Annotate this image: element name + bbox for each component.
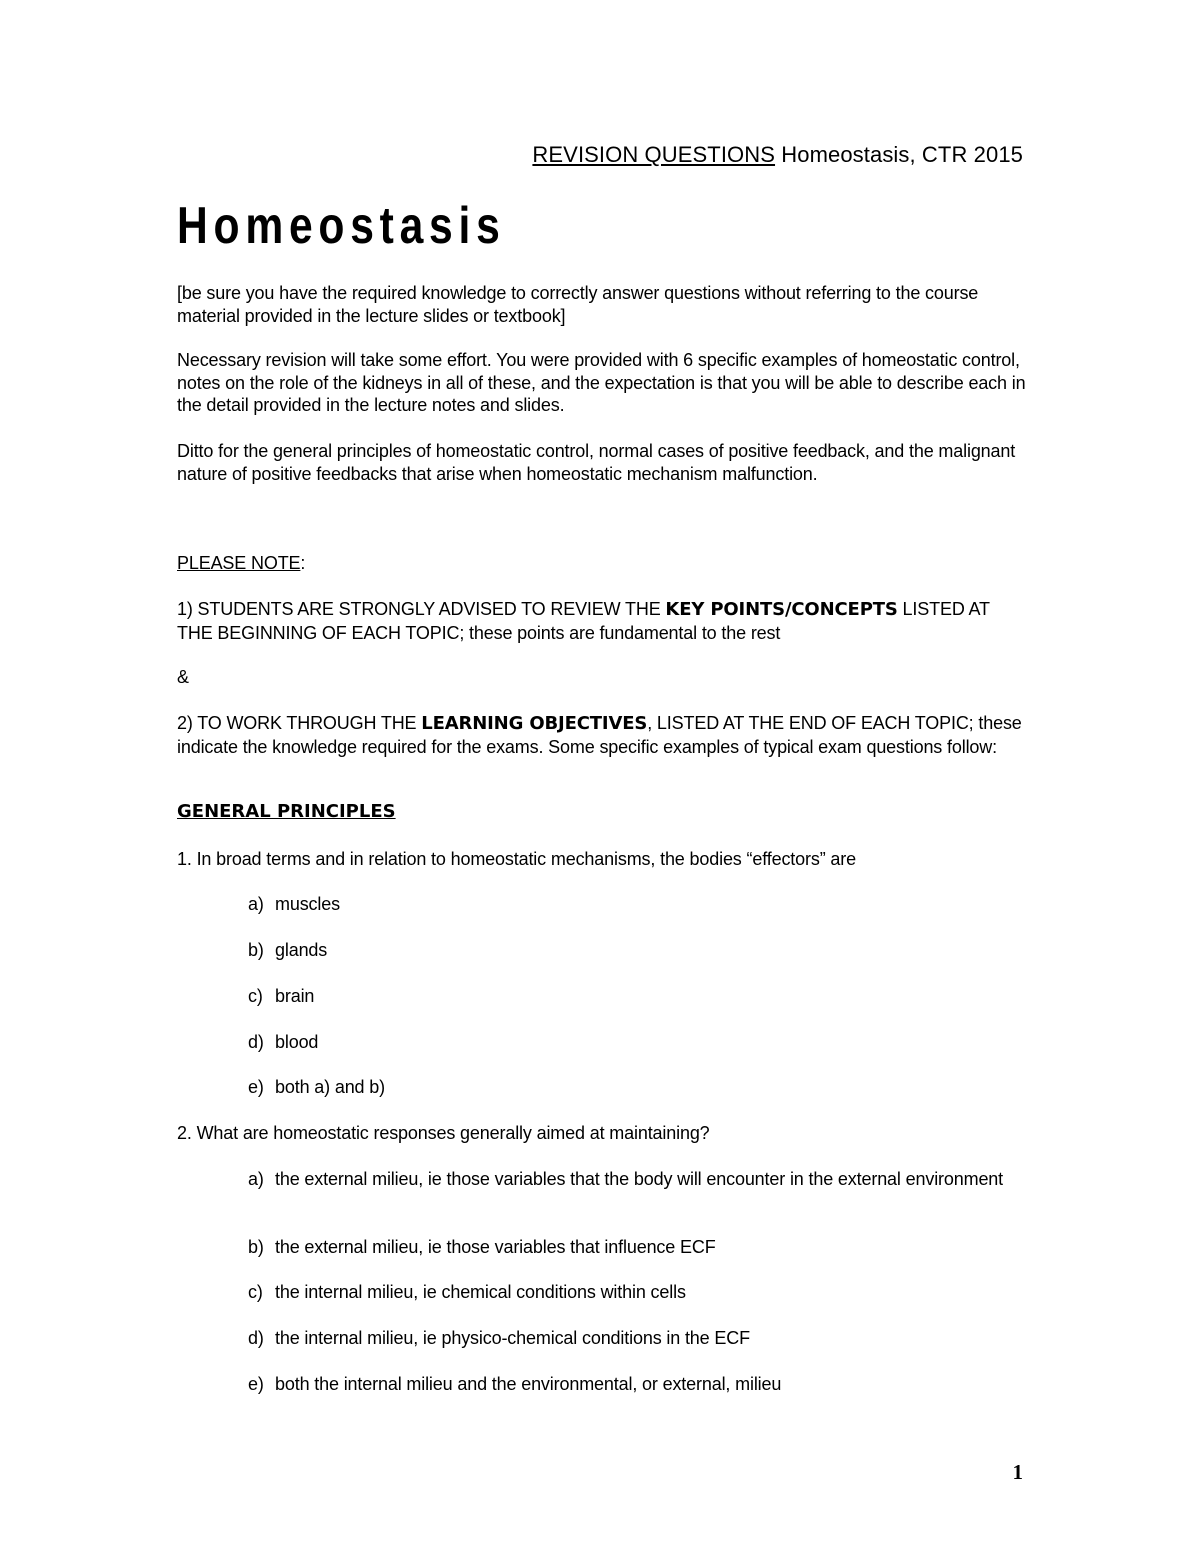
- question-1-option-a: [248, 893, 1008, 916]
- option-letter: b): [248, 1237, 264, 1257]
- option-text: the internal milieu, ie physico-chemical conditions in the ECF: [275, 1328, 750, 1348]
- please-note-item-2: [177, 712, 1027, 758]
- ampersand: &: [177, 667, 189, 687]
- item-1-start: 1) STUDENTS ARE STRONGLY ADVISED TO REVIEW THE: [177, 599, 666, 619]
- item-1-end: LISTED AT THE BEGINNING OF EACH TOPIC; these points are fundamental to the rest: [177, 599, 990, 643]
- please-note-colon: :: [300, 553, 306, 573]
- option-text: both a) and b): [275, 1077, 385, 1097]
- intro-note: [be sure you have the required knowledge to correctly answer questions without referring to the course material provided in the lecture slides or textbook]: [177, 283, 979, 326]
- question-2-option-b: [248, 1236, 1008, 1259]
- option-letter: d): [248, 1328, 264, 1348]
- please-note-item-1: [177, 598, 1027, 644]
- option-text: both the internal milieu and the environmental, or external, milieu: [275, 1374, 782, 1394]
- question-1-option-e: [248, 1076, 1008, 1099]
- running-header: [532, 142, 1023, 168]
- page-number: 1: [1012, 1460, 1023, 1484]
- option-letter: d): [248, 1032, 264, 1052]
- please-note-text: PLEASE NOTE: [177, 553, 301, 573]
- please-note-label: [177, 552, 1027, 575]
- question-2-option-e: [248, 1373, 1008, 1396]
- option-letter: a): [248, 894, 264, 914]
- option-text: muscles: [275, 894, 340, 914]
- option-letter: c): [248, 986, 263, 1006]
- question-2-option-c: [248, 1281, 1008, 1304]
- document-title: Homeostasis: [177, 197, 506, 255]
- option-text: the external milieu, ie those variables that influence ECF: [275, 1237, 716, 1257]
- option-text: the external milieu, ie those variables that the body will encounter in the external environment: [275, 1169, 1004, 1189]
- option-letter: e): [248, 1077, 264, 1097]
- question-2: 2. What are homeostatic responses generally aimed at maintaining?: [177, 1123, 710, 1143]
- option-letter: a): [248, 1169, 264, 1189]
- item-2-bold: LEARNING OBJECTIVES: [421, 713, 648, 734]
- question-1-option-b: [248, 939, 1008, 962]
- item-1-bold: KEY POINTS/CONCEPTS: [665, 599, 898, 620]
- header-label: REVISION QUESTIONS: [532, 142, 776, 167]
- option-letter: b): [248, 940, 264, 960]
- question-1: 1. In broad terms and in relation to homeostatic mechanisms, the bodies “effectors” are: [177, 849, 856, 869]
- intro-paragraph-2: Ditto for the general principles of homeostatic control, normal cases of positive feedback, and the malignant nature of positive feedbacks that arise when homeostatic mechanism malfunction.: [177, 441, 1016, 484]
- section-heading: GENERAL PRINCIPLES: [177, 801, 396, 822]
- question-2-option-a: [248, 1168, 1008, 1191]
- option-letter: c): [248, 1282, 263, 1302]
- question-1-option-d: [248, 1031, 1008, 1054]
- option-text: brain: [275, 986, 315, 1006]
- option-text: blood: [275, 1032, 319, 1052]
- option-text: glands: [275, 940, 328, 960]
- question-2-option-d: [248, 1327, 1008, 1350]
- item-2-start: 2) TO WORK THROUGH THE: [177, 713, 422, 733]
- intro-paragraph-1: Necessary revision will take some effort. You were provided with 6 specific examples of homeostatic control, notes on the role of the kidneys in all of these, and the expectation is that you will be able to describe each in the detail provided in the lecture notes and slides.: [177, 350, 1026, 415]
- header-subtitle: Homeostasis, CTR 2015: [781, 142, 1023, 167]
- option-letter: e): [248, 1374, 264, 1394]
- item-2-end: , LISTED AT THE END OF EACH TOPIC; these indicate the knowledge required for the exams. Some specific examples of typical exam questions follow:: [177, 713, 1022, 757]
- question-1-option-c: [248, 985, 1008, 1008]
- option-text: the internal milieu, ie chemical conditions within cells: [275, 1282, 686, 1302]
